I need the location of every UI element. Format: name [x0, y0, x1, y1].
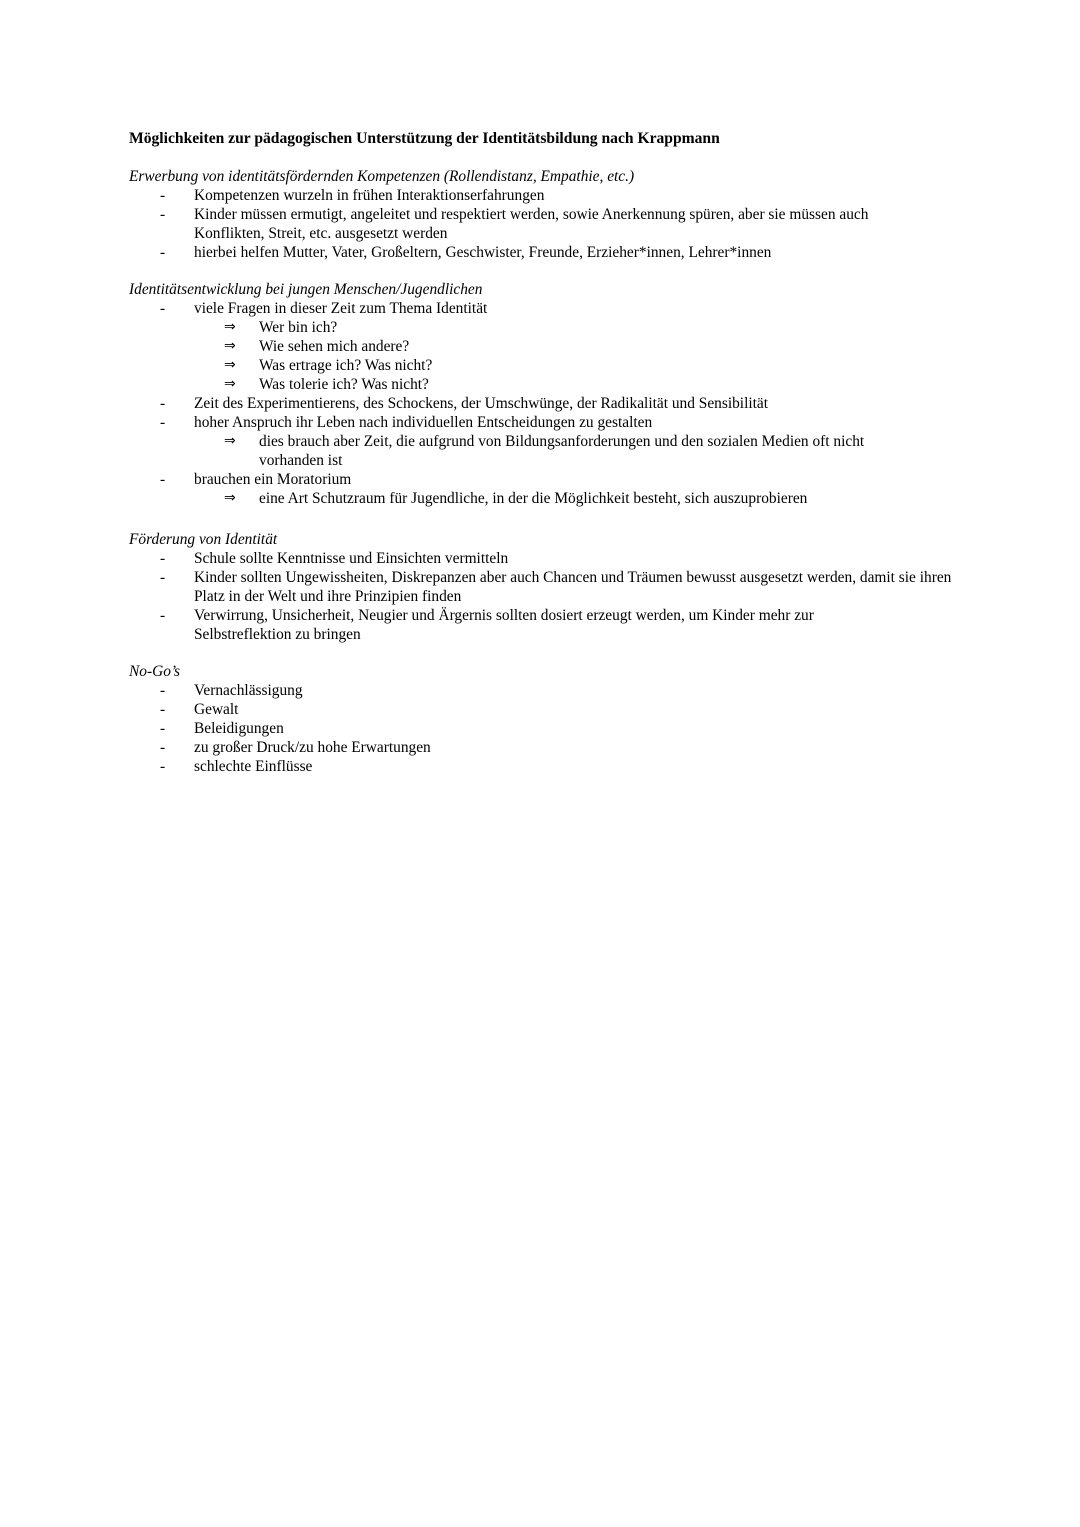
- bullet-item: [129, 394, 919, 413]
- arrow-icon: ⇒: [224, 433, 236, 449]
- bullet-text: Kompetenzen wurzeln in frühen Interaktionserfahrungen: [194, 187, 545, 204]
- bullet-item: [129, 413, 919, 432]
- bullet-item: [129, 719, 919, 738]
- bullet-text: schlechte Einflüsse: [194, 758, 313, 775]
- sub-item: [129, 432, 919, 470]
- bullet-item: [129, 700, 919, 719]
- bullet-item: [129, 205, 919, 243]
- bullet-dash: -: [160, 187, 166, 204]
- arrow-icon: ⇒: [224, 490, 236, 506]
- bullet-text: Vernachlässigung: [194, 682, 303, 699]
- sub-text: dies brauch aber Zeit, die aufgrund von Bildungsanforderungen und den sozialen Medien oft nicht vorhanden ist: [259, 433, 865, 469]
- bullet-dash: -: [160, 569, 166, 586]
- sub-text: Wer bin ich?: [259, 319, 338, 336]
- section-foerderung: [129, 530, 959, 644]
- section-heading: Identitätsentwicklung bei jungen Menschen/Jugendlichen: [129, 281, 483, 298]
- section-no-gos: [129, 662, 919, 776]
- bullet-item: [129, 186, 919, 205]
- bullet-item: [129, 738, 919, 757]
- arrow-icon: ⇒: [224, 319, 236, 335]
- bullet-dash: -: [160, 607, 166, 624]
- bullet-text: Beleidigungen: [194, 720, 284, 737]
- bullet-item: [129, 681, 919, 700]
- sub-item: [129, 318, 919, 337]
- bullet-text: brauchen ein Moratorium: [194, 471, 352, 488]
- sub-text: Was tolerie ich? Was nicht?: [259, 376, 429, 393]
- section-heading: No-Go’s: [129, 663, 181, 680]
- bullet-item: [129, 299, 919, 318]
- sub-text: Was ertrage ich? Was nicht?: [259, 357, 433, 374]
- bullet-item: [129, 243, 919, 262]
- bullet-text: Kinder müssen ermutigt, angeleitet und respektiert werden, sowie Anerkennung spüren, aber sie müssen auch Konflikten, Streit, etc. ausgesetzt werden: [194, 206, 869, 242]
- bullet-text: Zeit des Experimentierens, des Schockens, der Umschwünge, der Radikalität und Sensibilität: [194, 395, 769, 412]
- bullet-text: zu großer Druck/zu hohe Erwartungen: [194, 739, 431, 756]
- bullet-dash: -: [160, 471, 166, 488]
- section-jugendliche: [129, 280, 919, 508]
- bullet-text: hoher Anspruch ihr Leben nach individuellen Entscheidungen zu gestalten: [194, 414, 653, 431]
- sub-item: [129, 489, 919, 508]
- bullet-item: [129, 549, 959, 568]
- sub-item: [129, 337, 919, 356]
- bullet-dash: -: [160, 244, 166, 261]
- sub-item: [129, 356, 919, 375]
- bullet-dash: -: [160, 206, 166, 223]
- bullet-text: hierbei helfen Mutter, Vater, Großeltern, Geschwister, Freunde, Erzieher*innen, Lehrer*innen: [194, 244, 772, 261]
- arrow-icon: ⇒: [224, 338, 236, 354]
- bullet-text: Gewalt: [194, 701, 239, 718]
- bullet-dash: -: [160, 550, 166, 567]
- bullet-text: Schule sollte Kenntnisse und Einsichten vermitteln: [194, 550, 509, 567]
- bullet-dash: -: [160, 758, 166, 775]
- bullet-dash: -: [160, 414, 166, 431]
- section-heading: Förderung von Identität: [129, 531, 278, 548]
- section-heading: Erwerbung von identitätsfördernden Kompetenzen (Rollendistanz, Empathie, etc.): [129, 168, 635, 185]
- sub-item: [129, 375, 919, 394]
- bullet-item: [129, 470, 919, 489]
- arrow-icon: ⇒: [224, 357, 236, 373]
- section-kompetenzen: [129, 167, 919, 262]
- bullet-item: [129, 568, 959, 606]
- bullet-dash: -: [160, 701, 166, 718]
- bullet-item: [129, 606, 884, 644]
- bullet-dash: -: [160, 720, 166, 737]
- bullet-text: Verwirrung, Unsicherheit, Neugier und Ärgernis sollten dosiert erzeugt werden, um Kinder mehr zur Selbstreflektion zu bringen: [194, 607, 814, 643]
- bullet-dash: -: [160, 395, 166, 412]
- bullet-dash: -: [160, 300, 166, 317]
- bullet-text: viele Fragen in dieser Zeit zum Thema Identität: [194, 300, 488, 317]
- sub-text: Wie sehen mich andere?: [259, 338, 410, 355]
- arrow-icon: ⇒: [224, 376, 236, 392]
- sub-text: eine Art Schutzraum für Jugendliche, in der die Möglichkeit besteht, sich auszuprobieren: [259, 490, 808, 507]
- bullet-item: [129, 757, 919, 776]
- bullet-dash: -: [160, 739, 166, 756]
- document-title: Möglichkeiten zur pädagogischen Unterstützung der Identitätsbildung nach Krappmann: [129, 130, 720, 147]
- bullet-text: Kinder sollten Ungewissheiten, Diskrepanzen aber auch Chancen und Träumen bewusst ausgesetzt werden, damit sie ihren Platz in der Welt und ihre Prinzipien finden: [194, 569, 952, 605]
- bullet-dash: -: [160, 682, 166, 699]
